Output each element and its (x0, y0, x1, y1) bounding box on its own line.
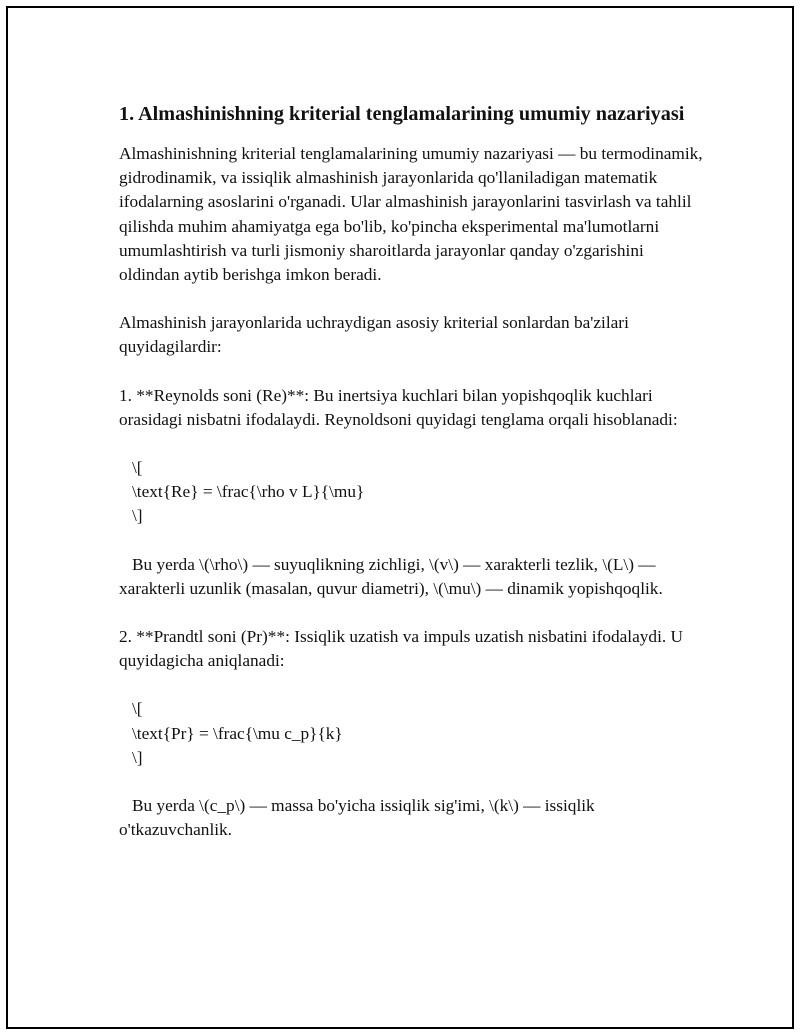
formula-body: \text{Pr} = \frac{\mu c_p}{k} (132, 723, 343, 743)
indent-spacer (119, 555, 132, 574)
formula-open: \[ (132, 699, 143, 719)
formula-open: \[ (132, 458, 143, 478)
reynolds-explanation-text: Bu yerda \(\rho\) — suyuqlikning zichligi, \(v\) — xarakterli tezlik, \(L\) — xarakterli uzunlik (masalan, quvur diametri), \(\mu\) — dinamik yopishqoqlik. (119, 554, 663, 598)
page-frame (6, 6, 794, 1029)
prandtl-explanation (119, 794, 704, 842)
prandtl-formula (119, 697, 704, 770)
reynolds-formula (119, 456, 704, 529)
reynolds-item: 1. **Reynolds soni (Re)**: Bu inertsiya kuchlari bilan yopishqoqlik kuchlari orasidagi nisbatni ifodalaydi. Reynoldsoni quyidagi tenglama orqali hisoblanadi: (119, 385, 678, 429)
reynolds-explanation (119, 553, 704, 601)
section-title: 1. Almashinishning kriterial tenglamalarining umumiy nazariyasi (119, 103, 685, 125)
prandtl-explanation-text: Bu yerda \(c_p\) — massa bo'yicha issiqlik sig'imi, \(k\) — issiqlik o'tkazuvchanlik. (119, 796, 595, 840)
document-body (119, 100, 704, 842)
intro-paragraph: Almashinishning kriterial tenglamalarining umumiy nazariyasi — bu termodinamik, gidrodinamik, va issiqlik almashinish jarayonlarida qo'llaniladigan matematik ifodalarning asoslarini o'rganadi. Ular almashinish jarayonlarini tasvirlash va tahlil qilishda muhim ahamiyatga ega bo'lib, ko'pincha eksperimental ma'lumotlarni umumlashtirish va turli jismoniy sharoitlarda jarayonlar qanday o'zgarishini oldindan aytib berishga imkon beradi. (119, 144, 703, 285)
list-intro-paragraph: Almashinish jarayonlarida uchraydigan asosiy kriterial sonlardan ba'zilari quyidagilardir: (119, 313, 629, 357)
prandtl-item: 2. **Prandtl soni (Pr)**: Issiqlik uzatish va impuls uzatish nisbatini ifodalaydi. U quyidagicha aniqlanadi: (119, 627, 683, 671)
formula-close: \] (132, 506, 143, 526)
indent-spacer (119, 796, 132, 815)
formula-body: \text{Re} = \frac{\rho v L}{\mu} (132, 482, 365, 502)
formula-close: \] (132, 747, 143, 767)
